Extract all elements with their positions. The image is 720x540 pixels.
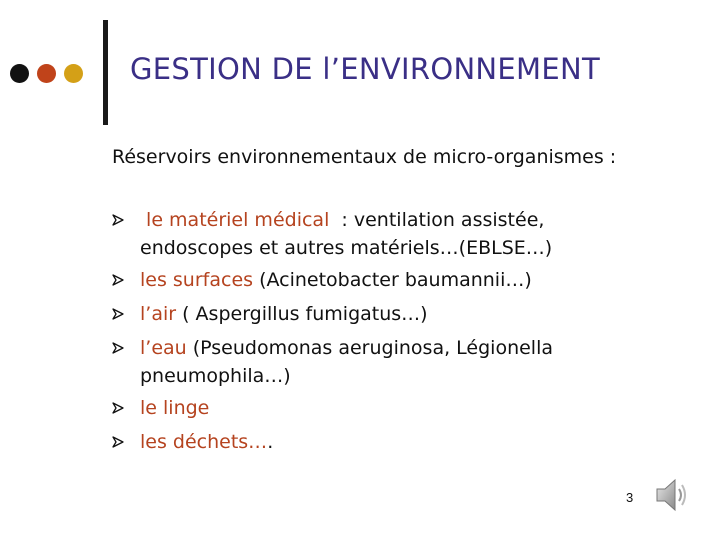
bullet-highlight: l’air [140, 303, 177, 325]
bullet-continuation: endoscopes et autres matériels…(EBLSE…) [140, 237, 553, 259]
bullet-highlight: le matériel médical [140, 209, 336, 231]
decorative-dots [10, 64, 83, 83]
bullet-highlight: les surfaces [140, 269, 254, 291]
arrow-bullet-icon [110, 331, 126, 365]
page-number: 3 [626, 490, 634, 505]
bullet-item [110, 331, 670, 391]
title-divider [103, 20, 108, 125]
bullet-highlight: le linge [140, 397, 210, 419]
bullet-text: (Pseudomonas aeruginosa, Légionella [186, 337, 554, 359]
black-dot [10, 64, 29, 83]
arrow-bullet-icon [110, 297, 126, 331]
arrow-bullet-icon [110, 425, 126, 459]
bullet-item [110, 203, 670, 263]
arrow-bullet-icon [110, 391, 126, 425]
arrow-bullet-icon [110, 203, 126, 237]
bullet-text: : ventilation assistée, [335, 209, 545, 231]
bullet-highlight: l’eau [140, 337, 187, 359]
bullet-item [110, 391, 670, 425]
bullet-text: (Acinetobacter baumannii…) [253, 269, 532, 291]
bullet-item [110, 263, 670, 297]
speaker-icon[interactable] [655, 475, 691, 519]
red-dot [37, 64, 56, 83]
bullet-highlight: les déchets… [140, 431, 268, 453]
slide-title: GESTION DE l’ENVIRONNEMENT [130, 52, 601, 86]
bullet-text: . [267, 431, 274, 453]
bullet-item [110, 425, 670, 459]
bullet-continuation: pneumophila…) [140, 365, 291, 387]
yellow-dot [64, 64, 83, 83]
slide-subtitle: Réservoirs environnementaux de micro-organismes : [112, 146, 617, 168]
bullet-list [110, 203, 670, 459]
bullet-text: ( Aspergillus fumigatus…) [176, 303, 428, 325]
bullet-item [110, 297, 670, 331]
arrow-bullet-icon [110, 263, 126, 297]
